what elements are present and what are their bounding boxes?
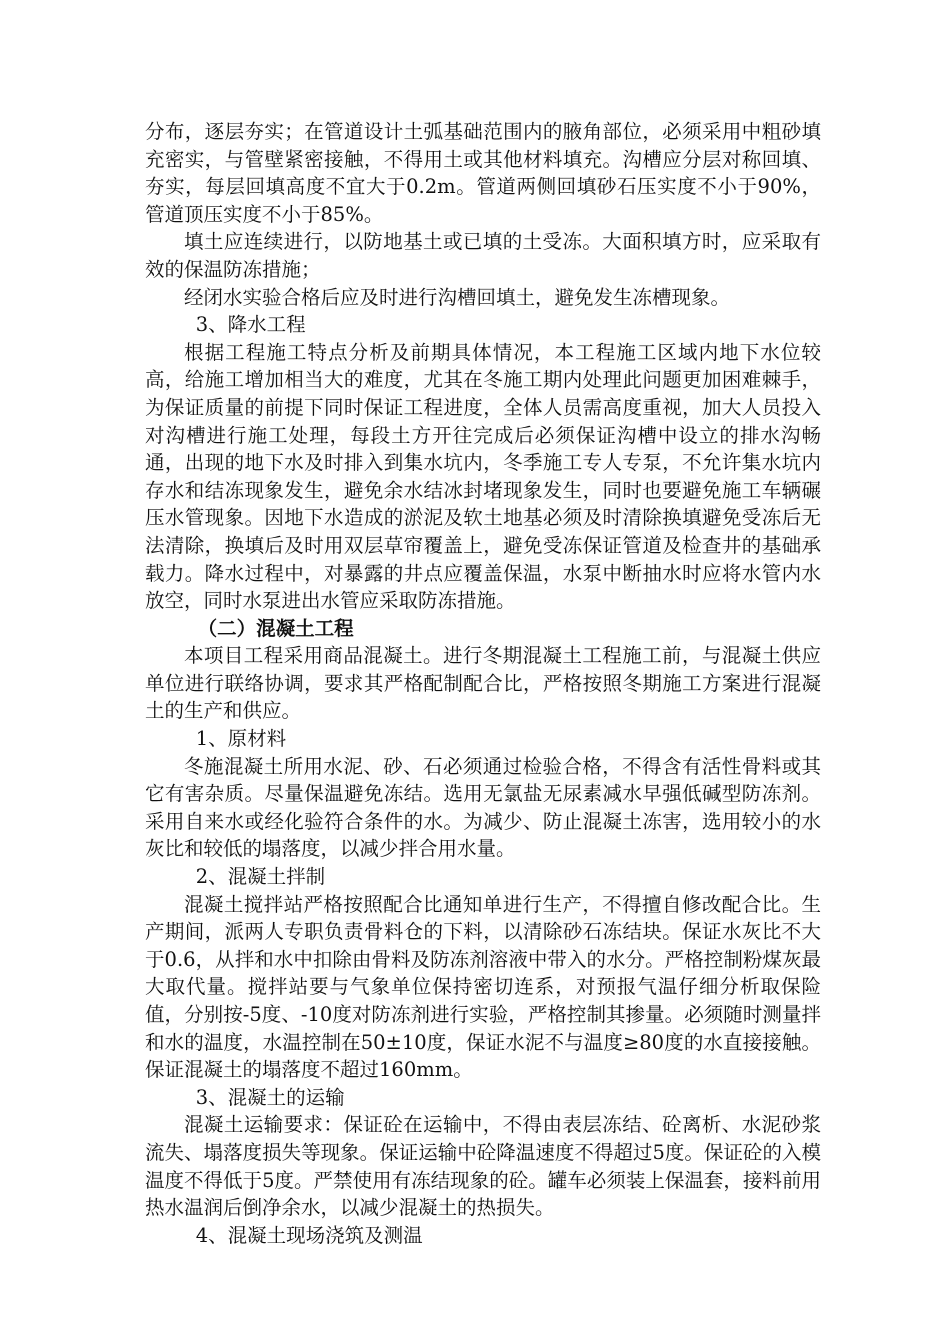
- paragraph-dewatering: 根据工程施工特点分析及前期具体情况，本工程施工区域内地下水位较高，给施工增加相当大的难度，尤其在冬施工期内处理此问题更加困难棘手，为保证质量的前提下同时保证工程进度，全体人员需高度重视，加大人员投入对沟槽进行施工处理，每段土方开往完成后必须保证沟槽中设立的排水沟畅通，出现的地下水及时排入到集水坑内，冬季施工专人专泵，不允许集水坑内存水和结冻现象发生，避免余水结冰封堵现象发生，同时也要避免施工车辆碾压水管现象。因地下水造成的淤泥及软土地基必须及时清除换填避免受冻后无法清除，换填后及时用双层草帘覆盖上，避免受冻保证管道及检查井的基础承载力。降水过程中，对暴露的井点应覆盖保温，水泵中断抽水时应将水管内水放空，同时水泵进出水管应采取防冻措施。: [145, 340, 821, 613]
- subheading-dewatering: 3、降水工程: [195, 313, 306, 337]
- paragraph-backfill-continuous: 填土应连续进行，以防地基土或已填的土受冻。大面积填方时，应采取有效的保温防冻措施；: [145, 230, 821, 281]
- subheading-mixing: 2、混凝土拌制: [195, 865, 326, 889]
- document-page: [145, 118, 821, 1249]
- paragraph-backfill-compaction: 分布，逐层夯实；在管道设计土弧基础范围内的腋角部位，必须采用中粗砂填充密实，与管壁紧密接触，不得用土或其他材料填充。沟槽应分层对称回填、夯实，每层回填高度不宜大于0.2m。管道两侧回填砂石压实度不小于90%，管道顶压实度不小于85%。: [145, 120, 821, 226]
- paragraph-mixing: 混凝土搅拌站严格按照配合比通知单进行生产，不得擅自修改配合比。生产期间，派两人专职负责骨料仓的下料，以清除砂石冻结块。保证水灰比不大于0.6，从拌和水中扣除由骨料及防冻剂溶液中带入的水分。严格控制粉煤灰最大取代量。搅拌站要与气象单位保持密切连系，对预报气温仔细分析取保险值，分别按-5度、-10度对防冻剂进行实验，严格控制其掺量。必须随时测量拌和水的温度，水温控制在50±10度，保证水泥不与温度≥80度的水直接接触。保证混凝土的塌落度不超过160mm。: [145, 892, 821, 1082]
- paragraph-transport: 混凝土运输要求：保证砼在运输中，不得由表层冻结、砼离析、水泥砂浆流失、塌落度损失等现象。保证运输中砼降温速度不得超过5度。保证砼的入模温度不得低于5度。严禁使用有冻结现象的砼。罐车必须装上保温套，接料前用热水温润后倒净余水，以减少混凝土的热损失。: [145, 1113, 821, 1220]
- subheading-pouring-temperature: 4、混凝土现场浇筑及测温: [195, 1223, 423, 1247]
- paragraph-concrete-intro: 本项目工程采用商品混凝土。进行冬期混凝土工程施工前，与混凝土供应单位进行联络协调，要求其严格配制配合比，严格按照冬期施工方案进行混凝土的生产和供应。: [145, 644, 821, 723]
- paragraph-closed-water-test: 经闭水实验合格后应及时进行沟槽回填土，避免发生冻槽现象。: [184, 285, 731, 309]
- subheading-transport: 3、混凝土的运输: [195, 1085, 345, 1109]
- section-heading-concrete: （二）混凝土工程: [197, 616, 354, 640]
- paragraph-raw-materials: 冬施混凝土所用水泥、砂、石必须通过检验合格，不得含有活性骨料或其它有害杂质。尽量保温避免冻结。选用无氯盐无尿素减水早强低碱型防冻剂。采用自来水或经化验符合条件的水。为减少、防止混凝土冻害，选用较小的水灰比和较低的塌落度，以减少拌合用水量。: [145, 754, 821, 861]
- subheading-raw-materials: 1、原材料: [195, 727, 287, 751]
